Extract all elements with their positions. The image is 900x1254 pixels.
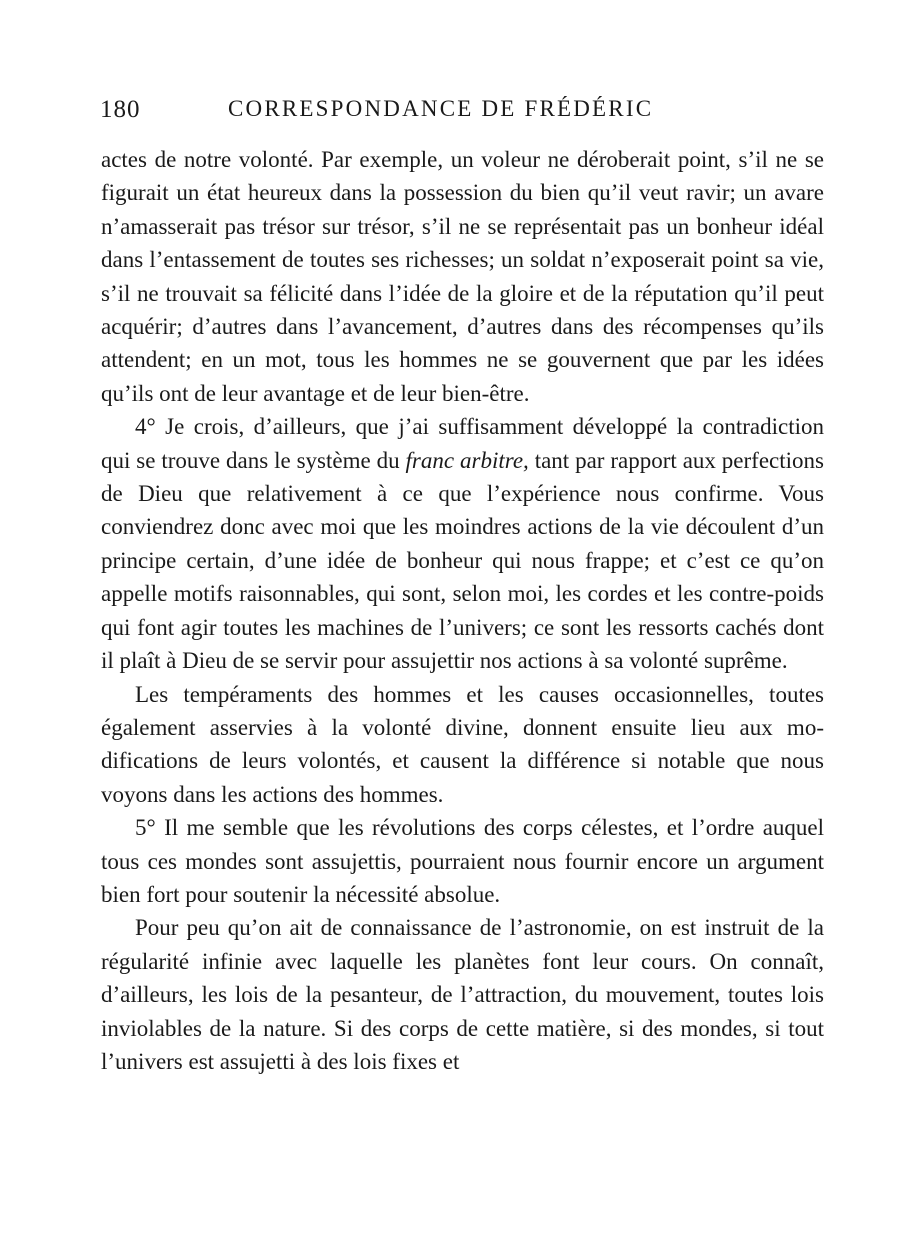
page-number: 180 xyxy=(100,96,141,123)
paragraph-continuation: actes de notre volonté. Par exemple, un voleur ne déroberait point, s’il ne se figurait un état heureux dans la possession du bien qu’il veut ravir; un avare n’amasserait pas trésor sur trésor, s’il ne se représentait pas un bonheur idéal dans l’entassement de toutes ses richesses; un soldat n’exposerait point sa vie, s’il ne trouvait sa félicité dans l’idée de la gloire et de la réputation qu’il peut acquérir; d’autres dans l’avancement, d’autres dans des récompenses qu’ils attendent; en un mot, tous les hommes ne se gouvernent que par les idées qu’ils ont de leur avantage et de leur bien-être. xyxy=(101,147,824,406)
italic-term: franc arbitre, xyxy=(405,447,529,473)
paragraph-astronomy: Pour peu qu’on ait de connaissance de l’astronomie, on est instruit de la régularité infinie avec laquelle les planètes font leur cours. On connaît, d’ailleurs, les lois de la pesanteur, de l’attraction, du mouvement, toutes lois inviolables de la nature. Si des corps de cette matière, si des mondes, si tout l’univers est assujetti à des lois fixes et xyxy=(101,915,824,1074)
paragraph-point-4 xyxy=(101,410,824,677)
running-title: CORRESPONDANCE DE FRÉDÉRIC xyxy=(228,96,654,121)
body-text xyxy=(101,143,824,1078)
paragraph-text: tant par rapport aux perfections de Dieu que relativement à ce que l’expérience nous confirme. Vous conviendrez donc avec moi que les moindres actions de la vie découlent d’un principe certain, d’une idée de bonheur qui nous frappe; et c’est ce qu’on appelle motifs raisonnables, qui sont, selon moi, les cordes et les contre-poids qui font agir toutes les machines de l’univers; ce sont les ressorts cachés dont il plaît à Dieu de se servir pour assujettir nos actions à sa volonté suprême. xyxy=(101,447,824,674)
paragraph-temperaments: Les tempéraments des hommes et les causes occasionnelles, toutes également asservies à la volonté divine, donnent ensuite lieu aux modifications de leurs volontés, et causent la différence si notable que nous voyons dans les actions des hommes. xyxy=(101,681,824,807)
paragraph-point-5: 5° Il me semble que les révolutions des corps célestes, et l’ordre auquel tous ces mondes sont assujettis, pourraient nous fournir encore un argument bien fort pour soutenir la nécessité absolue. xyxy=(101,815,824,907)
running-head xyxy=(100,96,825,136)
paragraph-text: 4° Je crois, d’ailleurs, que j’ai suffisamment développé la contradiction qui se trouve dans le système du xyxy=(101,414,824,473)
